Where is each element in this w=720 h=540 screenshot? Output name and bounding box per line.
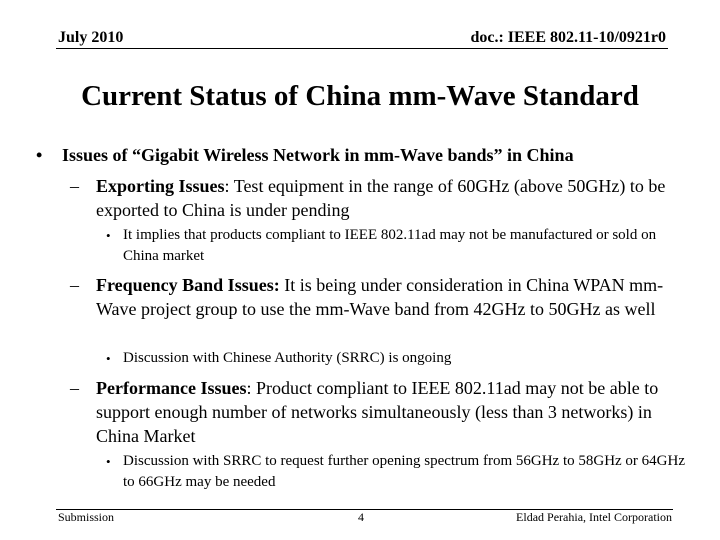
issue-lead: Performance Issues [96, 378, 247, 398]
sub-bullet-marker: • [106, 454, 111, 469]
header-date: July 2010 [58, 29, 124, 46]
sub-bullet-marker: • [106, 228, 111, 243]
issue-frequency-band [70, 273, 690, 321]
issue-text [96, 174, 690, 222]
sub-performance [106, 451, 691, 493]
sub-text: Discussion with Chinese Authority (SRRC) is ongoing [123, 350, 452, 366]
issue-body: : Product compliant to IEEE 802.11ad may not be able to support enough number of networks simultaneously (less than 3 networks) in China Market [96, 378, 659, 446]
issue-text [96, 273, 690, 321]
issue-body: It is being under consideration in China WPAN mm-Wave project group to use the mm-Wave band from 42GHz to 50GHz as well [96, 275, 664, 319]
sub-text: It implies that products compliant to IEEE 802.11ad may not be manufactured or sold on China market [123, 227, 657, 264]
issue-exporting [70, 174, 690, 222]
main-bullet-text: Issues of “Gigabit Wireless Network in mm-Wave bands” in China [62, 145, 574, 165]
issue-lead: Exporting Issues [96, 176, 225, 196]
footer-author: Eldad Perahia, Intel Corporation [516, 510, 672, 524]
issue-text [96, 376, 690, 448]
slide-title: Current Status of China mm-Wave Standard [81, 80, 639, 112]
issue-performance [70, 376, 690, 448]
header-doc-id: doc.: IEEE 802.11-10/0921r0 [470, 29, 666, 46]
issue-lead: Frequency Band Issues: [96, 275, 280, 295]
dash-marker: – [70, 378, 79, 398]
sub-frequency-band [106, 348, 691, 369]
header-divider [56, 48, 668, 49]
dash-marker: – [70, 176, 79, 196]
dash-marker: – [70, 275, 79, 295]
footer-submission: Submission [58, 510, 115, 524]
bullet-marker: • [36, 145, 43, 165]
sub-text: Discussion with SRRC to request further opening spectrum from 56GHz to 58GHz or 64GHz to 66GHz may be needed [123, 453, 686, 490]
sub-exporting [106, 225, 691, 267]
sub-bullet-marker: • [106, 351, 111, 366]
issue-body: : Test equipment in the range of 60GHz (above 50GHz) to be exported to China is under pending [96, 176, 666, 220]
page-number: 4 [358, 510, 364, 524]
